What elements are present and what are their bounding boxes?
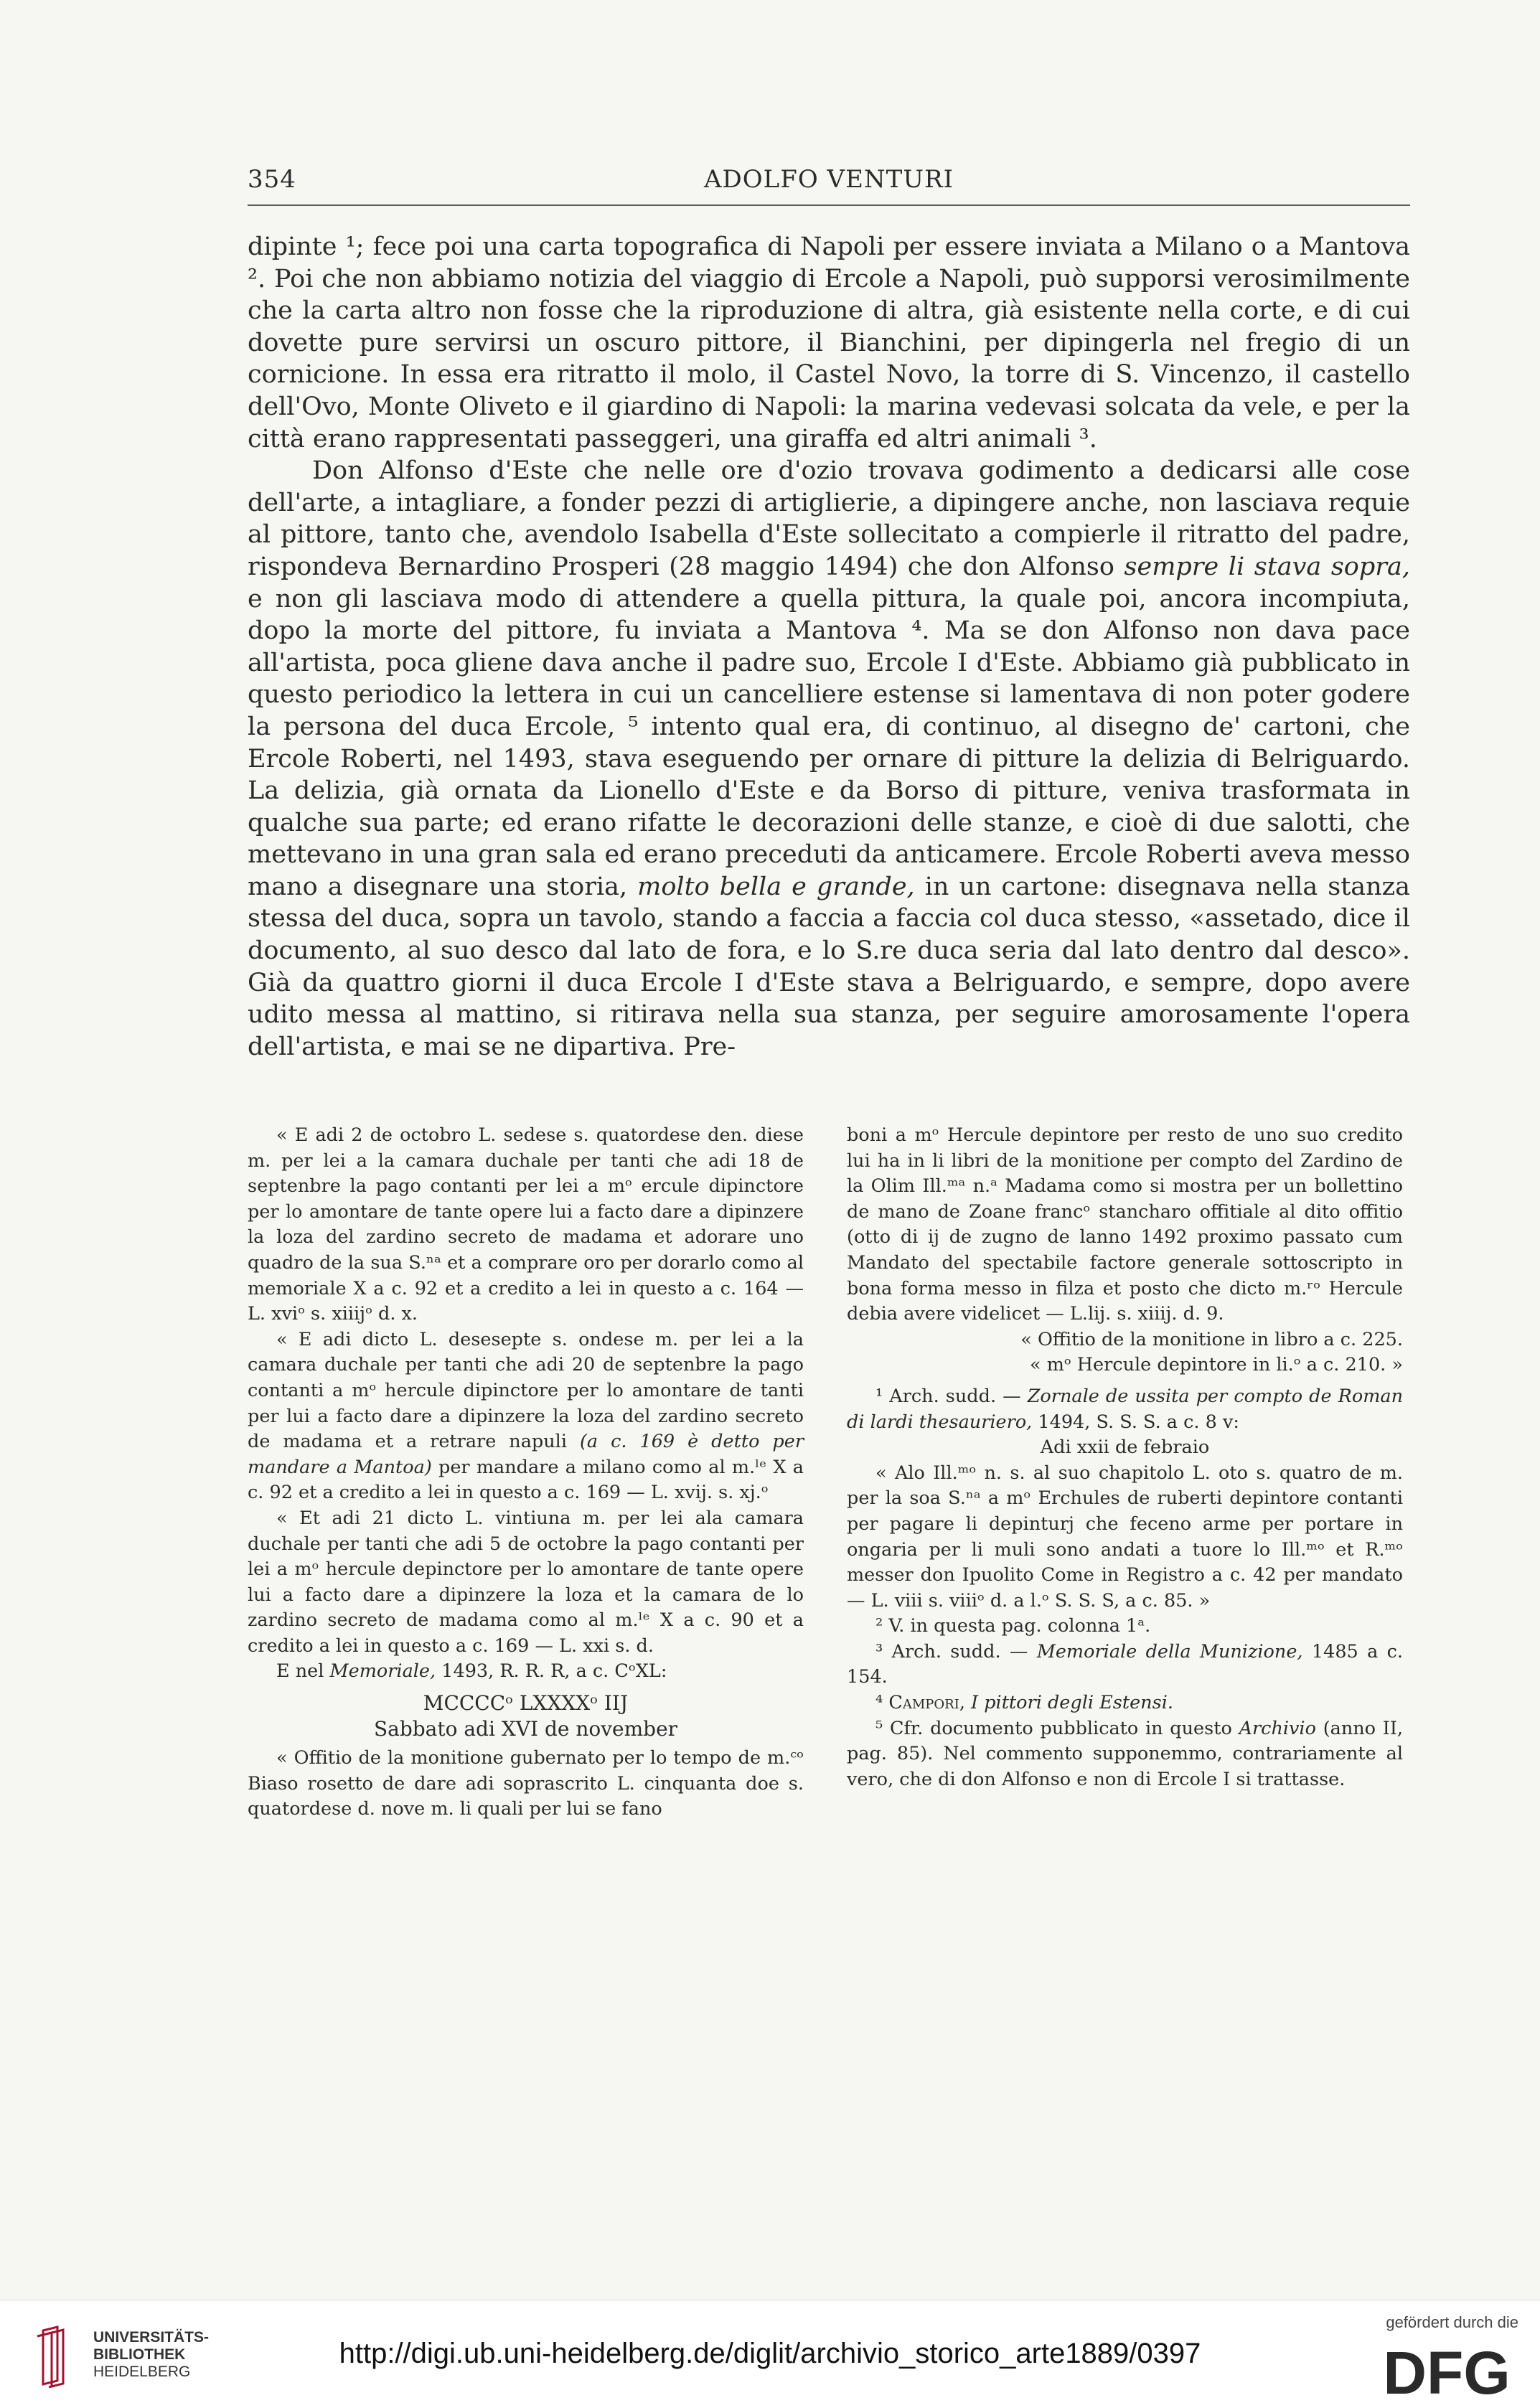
permalink-url[interactable]: http://digi.ub.uni-heidelberg.de/diglit/archivio_storico_arte1889/0397 [339, 2338, 1201, 2369]
footnote-1-date: Adi xxii de febraio [1040, 1436, 1210, 1459]
dfg-logo-icon[interactable] [1375, 2342, 1518, 2399]
footnote-1: ¹ Arch. sudd. — Zornale de ussita per compto de Roman di lardi thesauriero, 1494, S. S. S. a c. 8 v: [847, 1385, 1404, 1433]
footnote-4: ⁴ Campori, I pittori degli Estensi. [875, 1692, 1173, 1714]
document-date-subheading: Sabbato adi XVI de november [373, 1716, 678, 1741]
running-head [248, 165, 1410, 208]
paragraph-1: dipinte ¹; fece poi una carta topografica di Napoli per essere inviata a Milano o a Mantova ². Poi che non abbiamo notizia del viaggio di Ercole a Napoli, può supporsi verosimilmente che la carta altro non fosse che la riproduzione di altra, già esistente nella corte, e di cui dovette pure servirsi un oscuro pittore, il Bianchini, per dipingerla nel fregio di un cornicione. In essa era ritratto il molo, il Castel Novo, la torre di S. Vincenzo, il castello dell'Ovo, Monte Oliveto e il giardino di Napoli: la marina vedevasi solcata da vele, e per la città erano rappresentati passeggeri, una giraffa ed altri animali ³. [248, 232, 1410, 453]
document-excerpt: « mᵒ Hercule depintore in li.ᵒ a c. 210. » [1029, 1354, 1403, 1376]
footnote-3: ³ Arch. sudd. — Memoriale della Munizione, 1485 a c. 154. [847, 1640, 1404, 1688]
document-excerpt: E nel Memoriale, 1493, R. R. R, a c. CᵒXL: [276, 1660, 667, 1683]
document-excerpt: « Offitio de la monitione in libro a c. 225. [1020, 1328, 1403, 1350]
footnote-2: ² V. in questa pag. colonna 1ᵃ. [875, 1615, 1151, 1637]
main-text [248, 231, 1410, 1063]
footnote-5: ⁵ Cfr. documento pubblicato in questo Archivio (anno II, pag. 85). Nel commento supponemmo, contrariamente al vero, che di don Alfonso e non di Ercole I si trattasse. [847, 1717, 1404, 1790]
document-excerpt: « E adi dicto L. desesepte s. ondese m. per lei a la camara duchale per tanti che adi 20 de septenbre la pago contanti a mᵒ hercule dipinctore per lo amontare de tanti per lui a facto dare a dipinzere la loza del zardino secreto de madama et a retrare napuli (a c. 169 è detto per mandare a Mantoa) per mandare a milano como al m.ˡᵉ X a c. 92 et a credito a lei in questo a c. 169 — L. xvij. s. xj.ᵒ [248, 1328, 804, 1504]
document-excerpt: « Offitio de la monitione gubernato per lo tempo de m.ᶜᵒ Biaso rosetto de dare adi soprascrito L. cinquanta doe s. quatordese d. nove m. li quali per lui se fano [248, 1747, 804, 1820]
header-rule [248, 204, 1410, 206]
library-name[interactable]: UNIVERSITÄTS- BIBLIOTHEK HEIDELBERG [93, 2329, 210, 2380]
page-number: 354 [248, 165, 296, 194]
notes-right-column [847, 1123, 1403, 1792]
document-excerpt: « Et adi 21 dicto L. vintiuna m. per lei ala camara duchale per tanti che adi 5 de octobre la pago contanti per lei a mᵒ hercule depinctore per lo amontare de tante opere lui a facto dare a dipinzere la loza et la camara de lo zardino secreto de madama como al m.ˡᵉ X a c. 90 et a credito a lei in questo a c. 169 — L. xxi s. d. [248, 1507, 804, 1657]
svg-text:DFG: DFG [1383, 2342, 1511, 2399]
document-date-heading: MCCCCᵒ LXXXXᵒ IIJ [423, 1691, 629, 1716]
funding-label: gefördert durch die [1386, 2313, 1518, 2331]
notes-left-column [248, 1123, 804, 1823]
paragraph-2: Don Alfonso d'Este che nelle ore d'ozio trovava godimento a dedicarsi alle cose dell'arte, a intagliare, a fonder pezzi di artiglierie, a dipingere anche, non lasciava requie al pittore, tanto che, avendolo Isabella d'Este sollecitato a compierle il ritratto del padre, rispondeva Bernardino Prosperi (28 maggio 1494) che don Alfonso sempre li stava sopra, e non gli lasciava modo di attendere a quella pittura, la quale poi, ancora incompiuta, dopo la morte del pittore, fu inviata a Mantova ⁴. Ma se don Alfonso non dava pace all'artista, poca gliene dava anche il padre suo, Ercole I d'Este. Abbiamo già pubblicato in questo periodico la lettera in cui un cancelliere estense si lamentava di non poter godere la persona del duca Ercole, ⁵ intento qual era, di continuo, al disegno de' cartoni, che Ercole Roberti, nel 1493, stava eseguendo per ornare di pitture la delizia di Belriguardo. La delizia, già ornata da Lionello d'Este e da Borso di pitture, veniva trasformata in qualche sua parte; ed erano rifatte le decorazioni delle stanze, e cioè di due salotti, che mettevano in una gran sala ed erano preceduti da anticamere. Ercole Roberti aveva messo mano a disegnare una storia, molto bella e grande, in un cartone: disegnava nella stanza stessa del duca, sopra un tavolo, stando a faccia a faccia col duca stesso, «assetado, dice il documento, al suo desco dal lato de fora, e lo S.re duca seria dal lato dentro dal desco». Già da quattro giorni il duca Ercole I d'Este stava a Belriguardo, e sempre, dopo avere udito messa al mattino, si ritirava nella sua stanza, per seguire amorosamente l'opera dell'artista, e mai se ne dipartiva. Pre- [248, 456, 1410, 1061]
document-excerpt: « E adi 2 de octobro L. sedese s. quatordese den. diese m. per lei a la camara duchale per tanti che adi 18 de septenbre la pago contanti per lei a mᵒ ercule dipinctore per lo amontare de tante opere lui a facto dare a dipinzere la loza del zardino secreto de madama et adorare uno quadro de la sua S.ⁿᵃ et a comprare oro per dorarlo como al memoriale X a c. 92 et a credito a lei in questo a c. 164 — L. xviᵒ s. xiiijᵒ d. x. [248, 1124, 804, 1325]
document-excerpt: boni a mᵒ Hercule depintore per resto de uno suo credito lui ha in li libri de la monitione per compto del Zardino de la Olim Ill.ᵐᵃ n.ᵃ Madama como si mostra per un bollettino de mano de Zoane francᵒ stancharo offitiale al dito offitio (otto di ij de zugno de lanno 1492 proximo passato cum Mandato del spectabile factore generale sottoscripto in bona forma messo in filza et posto che dicto m.ʳᵒ Hercule debia avere videlicet — L.lij. s. xiiij. d. 9. [847, 1124, 1403, 1325]
running-title: ADOLFO VENTURI [703, 165, 954, 194]
footnote-1-excerpt: « Alo Ill.ᵐᵒ n. s. al suo chapitolo L. oto s. quatro de m. per la soa S.ⁿᵃ a mᵒ Erchules de ruberti depintore contanti per pagare li depinturj che feceno arme per portare in ongaria per li muli sono andati a tuore lo Ill.ᵐᵒ et R.ᵐᵒ messer don Ipuolito Come in Registro a c. 42 per mandato — L. viii s. viiiᵒ d. a l.ᵒ S. S. S, a c. 85. » [847, 1462, 1403, 1612]
viewer-footer [0, 2300, 1540, 2408]
